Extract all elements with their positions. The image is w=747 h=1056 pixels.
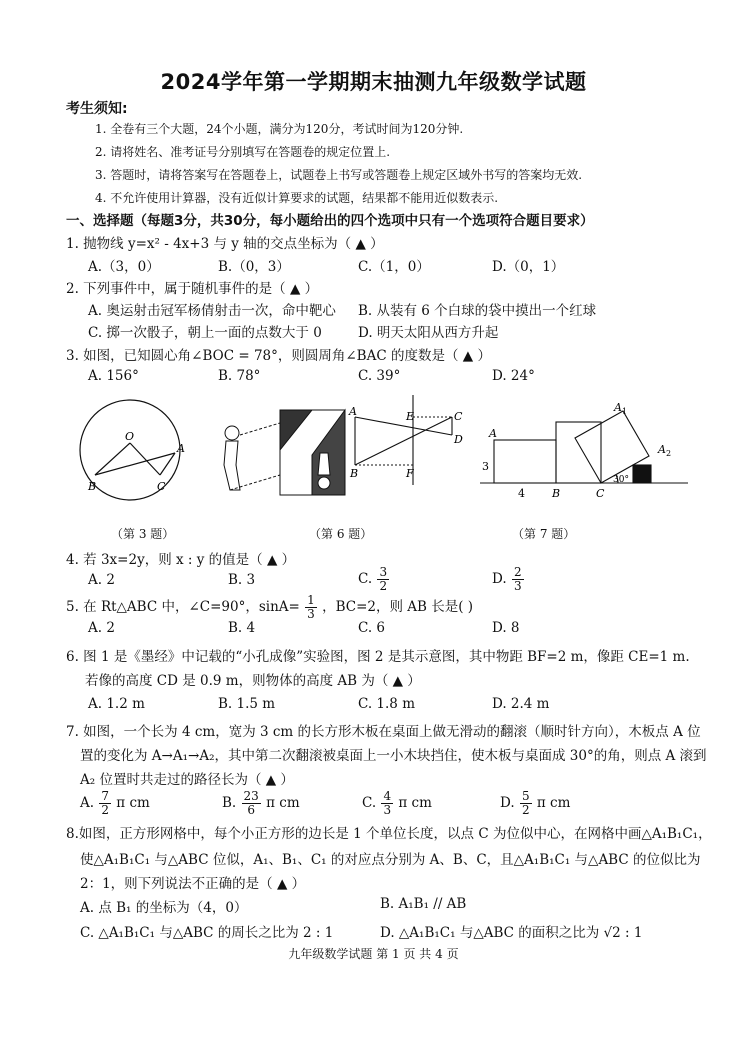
q1-option-a: A.（3，0） <box>88 259 160 275</box>
q5-frac-num: 1 <box>307 593 315 607</box>
q7-a-den: 2 <box>101 803 109 817</box>
q7-a-num: 7 <box>101 789 109 803</box>
q5-frac-den: 3 <box>307 607 315 621</box>
fig7-label-angle: 30° <box>613 475 629 485</box>
q2-stem: 2. 下列事件中，属于随机事件的是（ ▲ ） <box>66 281 319 297</box>
fig7-label-a: A <box>489 427 497 440</box>
q5-stem-post: ，BC=2，则 AB 长是( ) <box>322 599 474 615</box>
q8-option-c: C. △A₁B₁C₁ 与△ABC 的周长之比为 2 : 1 <box>80 925 334 941</box>
fig6-label-f: F <box>406 467 414 480</box>
caption-fig-3: （第 3 题） <box>111 527 175 541</box>
fig7-label-4: 4 <box>518 487 525 500</box>
page-title: 2024学年第一学期期末抽测九年级数学试题 <box>160 70 587 94</box>
q7-a-unit: π cm <box>116 795 150 811</box>
q5-stem <box>66 594 473 621</box>
q5-option-d: D. 8 <box>492 620 520 636</box>
q7-option-b <box>222 790 300 817</box>
q3-option-c: C. 39° <box>358 368 401 384</box>
q4-option-b: B. 3 <box>228 572 256 588</box>
q7-line-1: 7. 如图，一个长为 4 cm，宽为 3 cm 的长方形木板在桌面上做无滑动的翻滚（顺时针方向），木板点 A 位 <box>66 724 701 740</box>
q1-stem: 1. 抛物线 y=x² - 4x+3 与 y 轴的交点坐标为（ ▲ ） <box>66 236 384 252</box>
q3-stem: 3. 如图，已知圆心角∠BOC = 78°，则圆周角∠BAC 的度数是（ ▲ ） <box>66 348 491 364</box>
q7-c-unit: π cm <box>398 795 432 811</box>
q7-b-den: 6 <box>247 803 255 817</box>
fig6-label-e: E <box>406 410 415 423</box>
q7-c-label: C. <box>362 795 377 811</box>
q5-option-c: C. 6 <box>358 620 386 636</box>
fig7-label-a2-sub: 2 <box>666 449 672 458</box>
notice-item-2: 2. 请将姓名、准考证号分别填写在答题卷的规定位置上. <box>95 145 391 159</box>
fig3-label-c: C <box>157 480 166 493</box>
q7-b-num: 23 <box>243 789 259 803</box>
q7-line-3: A₂ 位置时共走过的路径长为（ ▲ ） <box>80 772 294 788</box>
q4-option-d <box>492 566 525 593</box>
q4-d-num: 2 <box>513 565 522 579</box>
q1-option-b: B.（0，3） <box>218 259 290 275</box>
fig3-label-o: O <box>125 430 135 443</box>
q4-option-d-fraction <box>512 566 524 593</box>
fig7-label-b: B <box>552 487 561 500</box>
figure-6-pinhole-image <box>224 410 345 495</box>
q4-c-num: 3 <box>379 565 388 579</box>
fig7-label-3: 3 <box>482 460 489 473</box>
q4-option-c <box>358 566 390 593</box>
q2-option-d: D. 明天太阳从西方升起 <box>358 325 499 341</box>
fig7-label-a1-sub: 1 <box>622 407 628 416</box>
q3-option-d: D. 24° <box>492 368 535 384</box>
q4-option-a: A. 2 <box>88 572 115 588</box>
figures-row <box>70 395 690 520</box>
notice-item-1: 1. 全卷有三个大题，24个小题，满分为120分，考试时间为120分钟. <box>95 122 464 136</box>
notice-item-4: 4. 不允许使用计算器，没有近似计算要求的试题，结果都不能用近似数表示. <box>95 191 499 205</box>
fig7-label-a1: A <box>614 401 622 414</box>
q2-option-a: A. 奥运射击冠军杨倩射击一次，命中靶心 <box>88 303 336 319</box>
q4-option-c-label: C. <box>358 571 373 587</box>
section-1-heading: 一、选择题（每题3分，共30分，每小题给出的四个选项中只有一个选项符合题目要求） <box>66 213 594 229</box>
q2-option-c: C. 掷一次骰子，朝上一面的点数大于 0 <box>88 325 322 341</box>
q7-a-fraction <box>99 790 111 817</box>
q7-c-num: 4 <box>383 789 392 803</box>
q5-stem-pre: 5. 在 Rt△ABC 中，∠C=90°，sinA= <box>66 599 300 615</box>
q6-line-1: 6. 图 1 是《墨经》中记载的“小孔成像”实验图，图 2 是其示意图，其中物距 BF=2 m，像距 CE=1 m. <box>66 649 690 665</box>
q6-option-d: D. 2.4 m <box>492 696 550 712</box>
q3-option-a: A. 156° <box>88 368 139 384</box>
q5-option-a: A. 2 <box>88 620 115 636</box>
caption-fig-6: （第 6 题） <box>309 527 373 541</box>
q8-option-b: B. A₁B₁ // AB <box>380 896 467 912</box>
q4-option-d-label: D. <box>492 571 507 587</box>
q4-c-den: 2 <box>379 579 388 593</box>
q7-d-num: 5 <box>521 789 530 803</box>
q5-option-b: B. 4 <box>228 620 256 636</box>
q7-line-2: 置的变化为 A→A₁→A₂，其中第二次翻滚被桌面上一小木块挡住，使木板与桌面成 30°的角，则点 A 滚到 <box>80 748 707 764</box>
q5-sin-fraction <box>305 594 317 621</box>
figure-6-diagram <box>355 395 452 485</box>
q1-option-c: C.（1，0） <box>358 259 430 275</box>
q7-b-unit: π cm <box>266 795 300 811</box>
page-footer: 九年级数学试题 第 1 页 共 4 页 <box>288 947 459 961</box>
notice-heading: 考生须知: <box>66 101 128 117</box>
q8-line-2: 使△A₁B₁C₁ 与△ABC 位似，A₁、B₁、C₁ 的对应点分别为 A、B、C，且△A₁B₁C₁ 与△ABC 的位似比为 <box>80 852 701 868</box>
fig6-label-b: B <box>350 467 359 480</box>
q7-option-c <box>362 790 432 817</box>
fig7-label-c: C <box>596 487 605 500</box>
q7-a-label: A. <box>80 795 95 811</box>
q4-d-den: 3 <box>513 579 522 593</box>
q8-option-d: D. △A₁B₁C₁ 与△ABC 的面积之比为 √2 : 1 <box>380 925 643 941</box>
q4-stem: 4. 若 3x=2y，则 x : y 的值是（ ▲ ） <box>66 552 296 568</box>
caption-fig-7: （第 7 题） <box>512 527 576 541</box>
q7-d-label: D. <box>500 795 515 811</box>
q3-option-b: B. 78° <box>218 368 261 384</box>
q7-option-d <box>500 790 570 817</box>
notice-item-3: 3. 答题时，请将答案写在答题卷上，试题卷上书写或答题卷上规定区域外书写的答案均无效. <box>95 168 583 182</box>
q6-line-2: 若像的高度 CD 是 0.9 m，则物体的高度 AB 为（ ▲ ） <box>85 673 421 689</box>
q6-option-a: A. 1.2 m <box>88 696 145 712</box>
fig6-label-d: D <box>454 433 463 446</box>
q6-option-b: B. 1.5 m <box>218 696 276 712</box>
q2-option-b: B. 从装有 6 个白球的袋中摸出一个红球 <box>358 303 597 319</box>
q1-option-d: D.（0，1） <box>492 259 565 275</box>
q8-line-1: 8.如图，正方形网格中，每个小正方形的边长是 1 个单位长度，以点 C 为位似中心，在网格中画△A₁B₁C₁， <box>66 826 712 842</box>
q4-option-c-fraction <box>377 566 389 593</box>
q7-d-unit: π cm <box>536 795 571 811</box>
q8-option-a: A. 点 B₁ 的坐标为（4，0） <box>80 900 248 916</box>
fig6-label-a: A <box>349 405 357 418</box>
q7-c-fraction <box>381 790 393 817</box>
q7-option-a <box>80 790 150 817</box>
q7-d-den: 2 <box>521 803 530 817</box>
q7-d-fraction <box>520 790 532 817</box>
fig3-label-a: A <box>177 442 185 455</box>
q7-b-fraction <box>242 790 261 817</box>
q7-b-label: B. <box>222 795 237 811</box>
fig7-label-a2: A <box>658 443 666 456</box>
q7-c-den: 3 <box>383 803 392 817</box>
q8-line-3: 2：1，则下列说法不正确的是（ ▲ ） <box>80 876 306 892</box>
q6-option-c: C. 1.8 m <box>358 696 415 712</box>
fig3-label-b: B <box>88 480 97 493</box>
fig6-label-c: C <box>454 410 463 423</box>
figure-7-rolling-board <box>480 411 688 483</box>
